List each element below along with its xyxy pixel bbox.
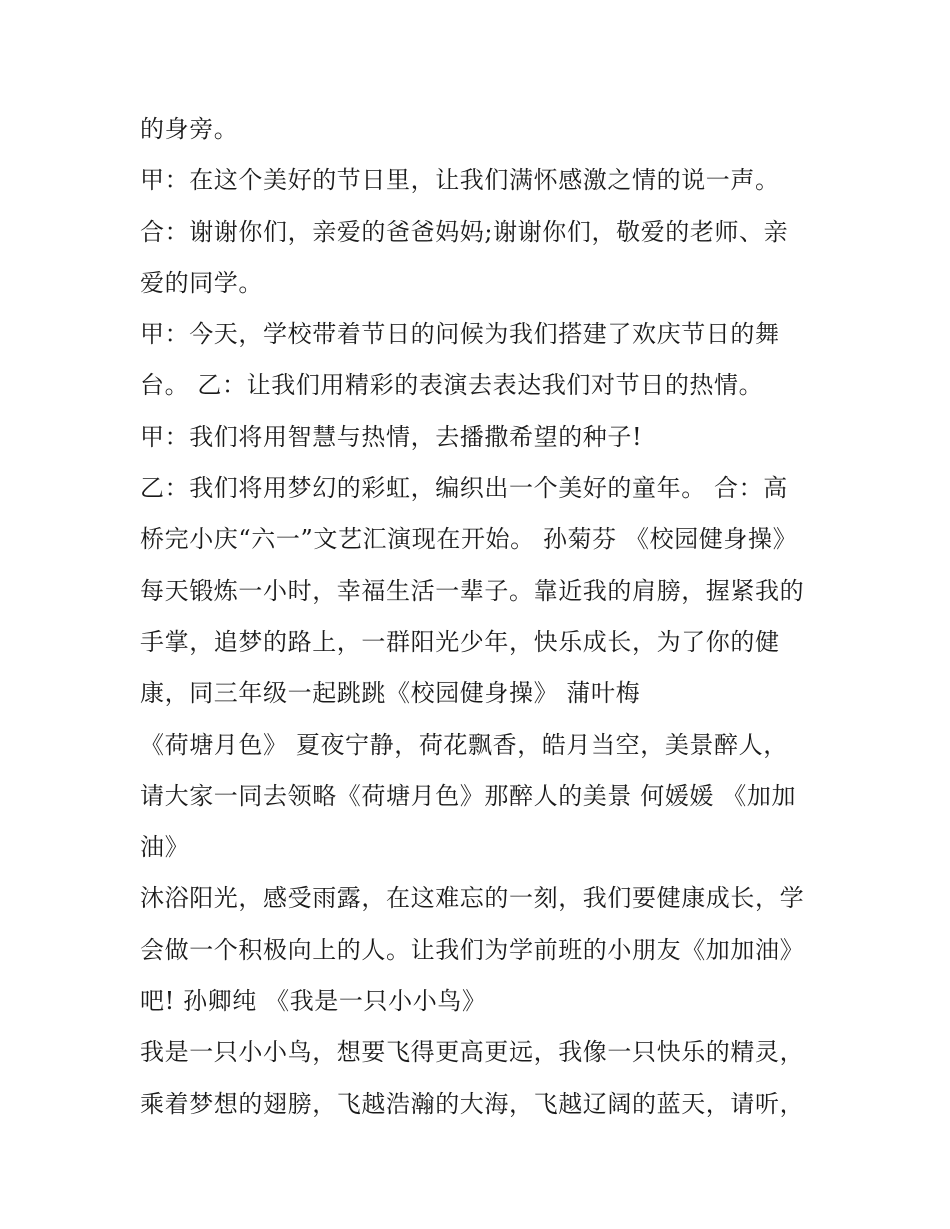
text-line: 请大家一同去领略《荷塘月色》那醉人的美景 何媛媛 《加加 — [140, 781, 797, 810]
text-line: 会做一个积极向上的人。让我们为学前班的小朋友《加加油》 — [140, 935, 805, 964]
text-line: 每天锻炼一小时，幸福生活一辈子。靠近我的肩膀，握紧我的 — [140, 576, 805, 605]
text-line: 甲：我们将用智慧与热情，去播撒希望的种子! — [140, 422, 643, 451]
text-line: 爱的同学。 — [140, 268, 263, 297]
document-body — [140, 104, 830, 1130]
text-line: 乘着梦想的翅膀，飞越浩瀚的大海，飞越辽阔的蓝天，请听， — [140, 1089, 805, 1118]
text-line: 手掌，追梦的路上，一群阳光少年，快乐成长，为了你的健 — [140, 627, 780, 656]
text-line: 合：谢谢你们，亲爱的爸爸妈妈;谢谢你们，敬爱的老师、亲 — [140, 217, 789, 246]
text-line: 《荷塘月色》 夏夜宁静，荷花飘香，皓月当空，美景醉人， — [140, 730, 788, 759]
text-line: 我是一只小小鸟，想要飞得更高更远，我像一只快乐的精灵， — [140, 1038, 805, 1067]
text-line: 甲：今天，学校带着节日的问候为我们搭建了欢庆节日的舞 — [140, 320, 780, 349]
text-line: 康，同三年级一起跳跳《校园健身操》 蒲叶梅 — [140, 679, 641, 708]
text-line: 的身旁。 — [140, 115, 239, 143]
text-line: 甲：在这个美好的节日里，让我们满怀感激之情的说一声。 — [140, 166, 780, 195]
text-line: 吧! 孙卿纯 《我是一只小小鸟》 — [140, 987, 487, 1016]
text-line: 乙：我们将用梦幻的彩虹，编织出一个美好的童年。 合：高 — [140, 474, 788, 503]
text-line: 油》 — [140, 833, 190, 862]
text-line: 桥完小庆“六一”文艺汇演现在开始。 孙菊芬 《校园健身操》 — [140, 525, 798, 554]
text-line: 沐浴阳光，感受雨露，在这难忘的一刻，我们要健康成长，学 — [140, 884, 805, 913]
text-line: 台。 乙：让我们用精彩的表演去表达我们对节日的热情。 — [140, 371, 764, 400]
